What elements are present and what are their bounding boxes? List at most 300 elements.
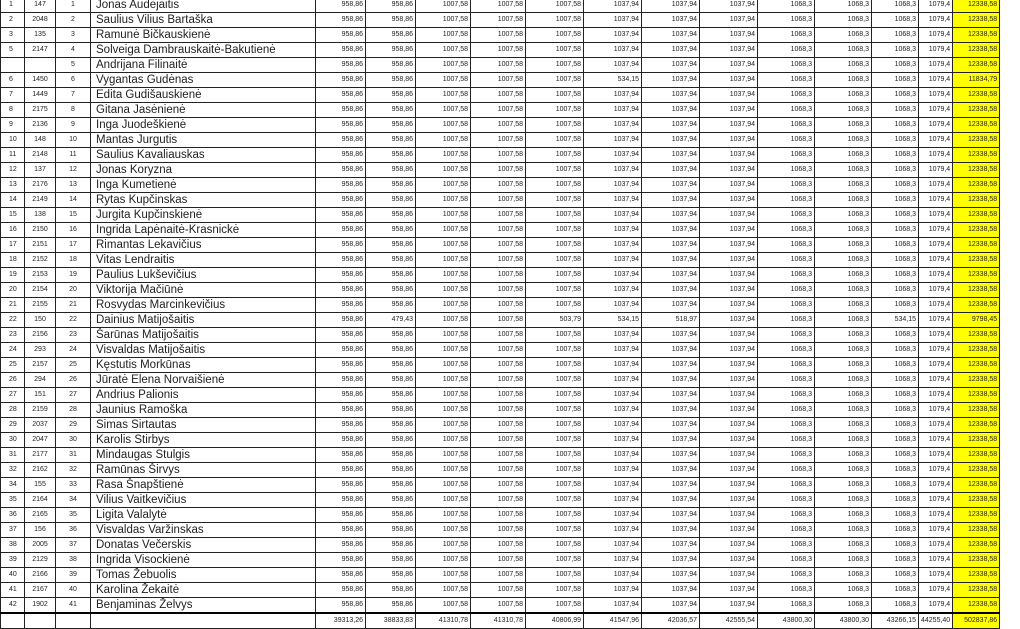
amount-cell: 1037,94	[642, 523, 700, 538]
amount-cell: 1068,3	[758, 88, 815, 103]
table-row	[1, 523, 1000, 538]
amount-cell: 1007,58	[526, 73, 584, 88]
amount-cell: 958,86	[316, 358, 366, 373]
column-total: 42036,57	[642, 613, 700, 629]
amount-cell: 1037,94	[642, 358, 700, 373]
employee-code: 2159	[25, 403, 56, 418]
amount-cell: 1068,3	[758, 0, 815, 13]
row-total: 12338,58	[953, 478, 1000, 493]
employee-code: 2148	[25, 148, 56, 163]
amount-cell: 1037,94	[642, 403, 700, 418]
amount-cell: 1068,3	[815, 493, 872, 508]
row-total: 12338,58	[953, 463, 1000, 478]
amount-cell: 958,86	[366, 58, 416, 73]
amount-cell: 1037,94	[584, 238, 642, 253]
amount-cell: 1037,94	[642, 538, 700, 553]
list-number: 25	[56, 358, 91, 373]
amount-cell: 1068,3	[815, 208, 872, 223]
amount-cell: 1037,94	[642, 298, 700, 313]
amount-cell: 1037,94	[584, 253, 642, 268]
list-number: 11	[56, 148, 91, 163]
amount-cell: 1068,3	[872, 463, 919, 478]
amount-cell: 1068,3	[815, 223, 872, 238]
amount-cell: 1007,58	[526, 508, 584, 523]
amount-cell: 1037,94	[700, 118, 758, 133]
amount-cell: 1037,94	[642, 568, 700, 583]
amount-cell: 1068,3	[872, 133, 919, 148]
employee-name: Simas Sirtautas	[91, 418, 316, 433]
amount-cell: 1037,94	[584, 148, 642, 163]
amount-cell: 958,86	[316, 448, 366, 463]
list-number: 21	[56, 298, 91, 313]
amount-cell: 1007,58	[526, 373, 584, 388]
amount-cell: 1007,58	[471, 268, 526, 283]
amount-cell: 1037,94	[642, 418, 700, 433]
amount-cell: 479,43	[366, 313, 416, 328]
amount-cell: 1007,58	[416, 598, 471, 614]
row-index: 35	[1, 493, 25, 508]
row-total: 12338,58	[953, 148, 1000, 163]
amount-cell: 1079,4	[919, 43, 953, 58]
amount-cell: 1079,4	[919, 598, 953, 614]
amount-cell: 1037,94	[700, 193, 758, 208]
amount-cell: 958,86	[366, 268, 416, 283]
amount-cell: 1007,58	[471, 583, 526, 598]
amount-cell: 1007,58	[526, 283, 584, 298]
amount-cell: 1068,3	[815, 598, 872, 614]
amount-cell: 1007,58	[416, 133, 471, 148]
employee-name: Rimantas Lekavičius	[91, 238, 316, 253]
table-row	[1, 568, 1000, 583]
amount-cell: 1037,94	[700, 163, 758, 178]
row-total: 12338,58	[953, 523, 1000, 538]
list-number: 13	[56, 178, 91, 193]
employee-name: Šarūnas Matijošaitis	[91, 328, 316, 343]
amount-cell: 1068,3	[758, 118, 815, 133]
amount-cell: 1007,58	[526, 13, 584, 28]
amount-cell: 958,86	[366, 463, 416, 478]
employee-name: Mindaugas Stulgis	[91, 448, 316, 463]
amount-cell: 1068,3	[872, 238, 919, 253]
list-number: 5	[56, 58, 91, 73]
employee-name: Jaunius Ramoška	[91, 403, 316, 418]
amount-cell: 1068,3	[758, 253, 815, 268]
amount-cell: 1007,58	[471, 13, 526, 28]
table-row	[1, 148, 1000, 163]
amount-cell: 1037,94	[700, 283, 758, 298]
amount-cell: 1007,58	[471, 58, 526, 73]
row-index: 2	[1, 13, 25, 28]
amount-cell: 1079,4	[919, 418, 953, 433]
amount-cell: 1068,3	[872, 358, 919, 373]
table-row	[1, 448, 1000, 463]
amount-cell: 1007,58	[471, 598, 526, 614]
amount-cell: 1037,94	[584, 0, 642, 13]
amount-cell: 958,86	[316, 583, 366, 598]
amount-cell: 958,86	[316, 118, 366, 133]
employee-name: Rytas Kupčinskas	[91, 193, 316, 208]
employee-code: 155	[25, 478, 56, 493]
employee-name: Edita Gudišauskienė	[91, 88, 316, 103]
list-number: 4	[56, 43, 91, 58]
amount-cell: 1037,94	[642, 343, 700, 358]
amount-cell: 1037,94	[642, 0, 700, 13]
amount-cell: 1007,58	[416, 13, 471, 28]
row-total: 9798,45	[953, 313, 1000, 328]
amount-cell: 1037,94	[700, 28, 758, 43]
amount-cell: 1037,94	[700, 463, 758, 478]
table-row	[1, 253, 1000, 268]
employee-code: 2047	[25, 433, 56, 448]
amount-cell: 1037,94	[700, 553, 758, 568]
amount-cell: 1068,3	[758, 103, 815, 118]
employee-code: 2176	[25, 178, 56, 193]
employee-name: Viktorija Mačiūnė	[91, 283, 316, 298]
amount-cell: 1068,3	[872, 43, 919, 58]
amount-cell: 1079,4	[919, 178, 953, 193]
amount-cell: 1037,94	[642, 478, 700, 493]
amount-cell: 1037,94	[642, 73, 700, 88]
amount-cell: 1007,58	[526, 583, 584, 598]
table-row	[1, 73, 1000, 88]
amount-cell: 958,86	[366, 328, 416, 343]
row-index: 19	[1, 268, 25, 283]
amount-cell: 1007,58	[416, 373, 471, 388]
amount-cell: 1007,58	[416, 583, 471, 598]
amount-cell: 1068,3	[815, 0, 872, 13]
employee-code: 151	[25, 388, 56, 403]
amount-cell: 1037,94	[642, 283, 700, 298]
amount-cell: 958,86	[316, 478, 366, 493]
amount-cell: 1037,94	[642, 208, 700, 223]
row-index: 25	[1, 358, 25, 373]
amount-cell: 1068,3	[758, 343, 815, 358]
amount-cell: 1037,94	[700, 133, 758, 148]
row-total: 12338,58	[953, 328, 1000, 343]
amount-cell: 958,86	[366, 553, 416, 568]
amount-cell: 1037,94	[584, 358, 642, 373]
amount-cell: 1007,58	[471, 133, 526, 148]
row-index: 12	[1, 163, 25, 178]
list-number: 40	[56, 583, 91, 598]
row-index: 15	[1, 208, 25, 223]
amount-cell: 1037,94	[700, 478, 758, 493]
employee-name: Rosvydas Marcinkevičius	[91, 298, 316, 313]
amount-cell: 1007,58	[526, 553, 584, 568]
table-row	[1, 13, 1000, 28]
row-total: 12338,58	[953, 223, 1000, 238]
amount-cell: 1007,58	[471, 373, 526, 388]
amount-cell: 1037,94	[584, 508, 642, 523]
amount-cell: 958,86	[366, 538, 416, 553]
amount-cell: 1007,58	[471, 118, 526, 133]
amount-cell: 1007,58	[416, 298, 471, 313]
amount-cell: 518,97	[642, 313, 700, 328]
amount-cell: 1068,3	[758, 478, 815, 493]
row-index: 10	[1, 133, 25, 148]
amount-cell: 958,86	[366, 0, 416, 13]
table-row	[1, 268, 1000, 283]
amount-cell: 1068,3	[758, 178, 815, 193]
amount-cell: 1007,58	[416, 238, 471, 253]
amount-cell: 1007,58	[416, 313, 471, 328]
amount-cell: 1037,94	[700, 73, 758, 88]
list-number: 27	[56, 388, 91, 403]
amount-cell: 1068,3	[815, 73, 872, 88]
amount-cell: 1037,94	[642, 253, 700, 268]
amount-cell: 1037,94	[642, 58, 700, 73]
employee-code	[25, 58, 56, 73]
employee-name: Jonas Koryzna	[91, 163, 316, 178]
amount-cell: 1068,3	[815, 178, 872, 193]
amount-cell: 1007,58	[416, 433, 471, 448]
employee-name: Vygantas Gudėnas	[91, 73, 316, 88]
amount-cell: 1068,3	[758, 283, 815, 298]
amount-cell: 1068,3	[872, 478, 919, 493]
table-row	[1, 463, 1000, 478]
table-row	[1, 313, 1000, 328]
list-number: 20	[56, 283, 91, 298]
amount-cell: 958,86	[366, 583, 416, 598]
amount-cell: 1068,3	[758, 73, 815, 88]
amount-cell: 1068,3	[872, 208, 919, 223]
amount-cell: 1037,94	[584, 88, 642, 103]
employee-name: Ramunė Bičkauskienė	[91, 28, 316, 43]
employee-code: 2167	[25, 583, 56, 598]
amount-cell: 1068,3	[758, 523, 815, 538]
amount-cell: 1079,4	[919, 568, 953, 583]
amount-cell: 1007,58	[526, 223, 584, 238]
row-total: 12338,58	[953, 568, 1000, 583]
amount-cell: 958,86	[316, 553, 366, 568]
amount-cell: 1007,58	[471, 328, 526, 343]
amount-cell: 1007,58	[471, 538, 526, 553]
employee-code: 2155	[25, 298, 56, 313]
amount-cell: 1007,58	[526, 418, 584, 433]
amount-cell: 958,86	[316, 433, 366, 448]
amount-cell: 958,86	[316, 73, 366, 88]
amount-cell: 1079,4	[919, 463, 953, 478]
amount-cell: 1079,4	[919, 328, 953, 343]
amount-cell: 1037,94	[642, 583, 700, 598]
amount-cell: 1007,58	[471, 178, 526, 193]
amount-cell: 1007,58	[471, 358, 526, 373]
amount-cell: 1037,94	[642, 103, 700, 118]
amount-cell: 958,86	[316, 88, 366, 103]
amount-cell: 1007,58	[471, 208, 526, 223]
amount-cell: 1007,58	[416, 448, 471, 463]
amount-cell: 1079,4	[919, 403, 953, 418]
amount-cell: 958,86	[366, 298, 416, 313]
employee-name: Benjaminas Želvys	[91, 598, 316, 614]
row-index: 11	[1, 148, 25, 163]
amount-cell: 1037,94	[700, 448, 758, 463]
amount-cell: 958,86	[316, 0, 366, 13]
amount-cell: 1037,94	[700, 388, 758, 403]
amount-cell: 1068,3	[758, 598, 815, 614]
amount-cell: 958,86	[366, 28, 416, 43]
amount-cell: 1068,3	[872, 298, 919, 313]
amount-cell: 1068,3	[872, 583, 919, 598]
row-index: 22	[1, 313, 25, 328]
amount-cell: 1079,4	[919, 238, 953, 253]
amount-cell: 1068,3	[758, 13, 815, 28]
employee-name: Saulius Kavaliauskas	[91, 148, 316, 163]
row-total: 12338,58	[953, 598, 1000, 614]
employee-name: Andrius Palionis	[91, 388, 316, 403]
amount-cell: 1068,3	[815, 538, 872, 553]
amount-cell: 958,86	[316, 328, 366, 343]
employee-code: 2129	[25, 553, 56, 568]
list-number: 36	[56, 523, 91, 538]
amount-cell: 1007,58	[416, 403, 471, 418]
amount-cell: 1068,3	[815, 388, 872, 403]
amount-cell: 1007,58	[471, 568, 526, 583]
amount-cell: 1037,94	[700, 58, 758, 73]
amount-cell: 1068,3	[815, 358, 872, 373]
employee-code: 2149	[25, 193, 56, 208]
amount-cell: 1037,94	[584, 568, 642, 583]
amount-cell: 1068,3	[815, 343, 872, 358]
amount-cell: 1007,58	[526, 178, 584, 193]
list-number: 7	[56, 88, 91, 103]
amount-cell: 1037,94	[584, 418, 642, 433]
amount-cell: 1037,94	[642, 493, 700, 508]
amount-cell: 1037,94	[642, 508, 700, 523]
amount-cell: 958,86	[366, 493, 416, 508]
amount-cell: 1037,94	[642, 388, 700, 403]
list-number: 29	[56, 418, 91, 433]
amount-cell: 1068,3	[758, 583, 815, 598]
column-total: 41310,78	[471, 613, 526, 629]
employee-name: Vitas Lendraitis	[91, 253, 316, 268]
amount-cell: 1007,58	[526, 598, 584, 614]
list-number: 32	[56, 463, 91, 478]
amount-cell: 1037,94	[642, 373, 700, 388]
row-index: 42	[1, 598, 25, 614]
amount-cell: 1007,58	[416, 328, 471, 343]
list-number: 41	[56, 598, 91, 614]
amount-cell: 1007,58	[416, 103, 471, 118]
row-index: 29	[1, 418, 25, 433]
amount-cell: 1068,3	[758, 163, 815, 178]
amount-cell: 1007,58	[416, 343, 471, 358]
amount-cell: 1007,58	[416, 58, 471, 73]
row-total: 12338,58	[953, 418, 1000, 433]
row-total: 12338,58	[953, 103, 1000, 118]
amount-cell: 1037,94	[584, 553, 642, 568]
amount-cell: 1037,94	[700, 568, 758, 583]
list-number: 2	[56, 13, 91, 28]
amount-cell: 1068,3	[872, 28, 919, 43]
row-total: 12338,58	[953, 133, 1000, 148]
list-number: 24	[56, 343, 91, 358]
row-index: 1	[1, 0, 25, 13]
amount-cell: 1068,3	[758, 193, 815, 208]
list-number: 8	[56, 103, 91, 118]
amount-cell: 1079,4	[919, 523, 953, 538]
amount-cell: 1068,3	[815, 373, 872, 388]
amount-cell: 1068,3	[758, 538, 815, 553]
amount-cell: 1037,94	[642, 223, 700, 238]
amount-cell: 1068,3	[815, 148, 872, 163]
list-number: 1	[56, 0, 91, 13]
amount-cell: 1037,94	[584, 283, 642, 298]
amount-cell: 958,86	[316, 28, 366, 43]
employee-code: 2175	[25, 103, 56, 118]
amount-cell: 1037,94	[700, 0, 758, 13]
employee-name: Karolina Žekaitė	[91, 583, 316, 598]
amount-cell: 1068,3	[872, 373, 919, 388]
amount-cell: 1037,94	[700, 148, 758, 163]
amount-cell: 1007,58	[526, 238, 584, 253]
employee-name: Paulius Lukševičius	[91, 268, 316, 283]
amount-cell: 1037,94	[642, 133, 700, 148]
row-index: 17	[1, 238, 25, 253]
amount-cell: 1068,3	[872, 568, 919, 583]
employee-code: 137	[25, 163, 56, 178]
amount-cell: 1007,58	[471, 73, 526, 88]
amount-cell: 1068,3	[758, 148, 815, 163]
amount-cell: 1007,58	[471, 508, 526, 523]
row-total: 12338,58	[953, 43, 1000, 58]
employee-name: Vilius Vaitkevičius	[91, 493, 316, 508]
row-total: 12338,58	[953, 493, 1000, 508]
amount-cell: 958,86	[316, 538, 366, 553]
amount-cell: 1037,94	[642, 88, 700, 103]
employee-name: Tomas Žebuolis	[91, 568, 316, 583]
amount-cell: 1068,3	[758, 493, 815, 508]
table-row	[1, 178, 1000, 193]
amount-cell: 1007,58	[471, 553, 526, 568]
list-number: 18	[56, 253, 91, 268]
amount-cell: 1037,94	[700, 328, 758, 343]
amount-cell: 1068,3	[758, 208, 815, 223]
table-row	[1, 433, 1000, 448]
grand-total: 502837,86	[953, 613, 1000, 629]
table-row	[1, 163, 1000, 178]
amount-cell: 1068,3	[872, 148, 919, 163]
employee-name: Inga Kumetienė	[91, 178, 316, 193]
row-total: 12338,58	[953, 208, 1000, 223]
row-index: 24	[1, 343, 25, 358]
amount-cell: 1068,3	[872, 343, 919, 358]
row-index: 28	[1, 403, 25, 418]
amount-cell: 1007,58	[526, 568, 584, 583]
list-number: 33	[56, 478, 91, 493]
row-total: 12338,58	[953, 58, 1000, 73]
amount-cell: 958,86	[366, 568, 416, 583]
column-total: 41547,96	[584, 613, 642, 629]
amount-cell: 958,86	[366, 43, 416, 58]
amount-cell: 1007,58	[526, 358, 584, 373]
employee-code: 2005	[25, 538, 56, 553]
amount-cell: 1068,3	[758, 568, 815, 583]
row-index: 36	[1, 508, 25, 523]
amount-cell: 1079,4	[919, 283, 953, 298]
amount-cell: 1068,3	[815, 268, 872, 283]
amount-cell: 1079,4	[919, 58, 953, 73]
amount-cell: 1007,58	[471, 28, 526, 43]
table-row	[1, 58, 1000, 73]
amount-cell: 1037,94	[584, 538, 642, 553]
column-total: 43266,15	[872, 613, 919, 629]
row-total: 12338,58	[953, 358, 1000, 373]
amount-cell: 1068,3	[872, 223, 919, 238]
amount-cell: 1007,58	[526, 28, 584, 43]
amount-cell: 1079,4	[919, 448, 953, 463]
amount-cell: 503,79	[526, 313, 584, 328]
